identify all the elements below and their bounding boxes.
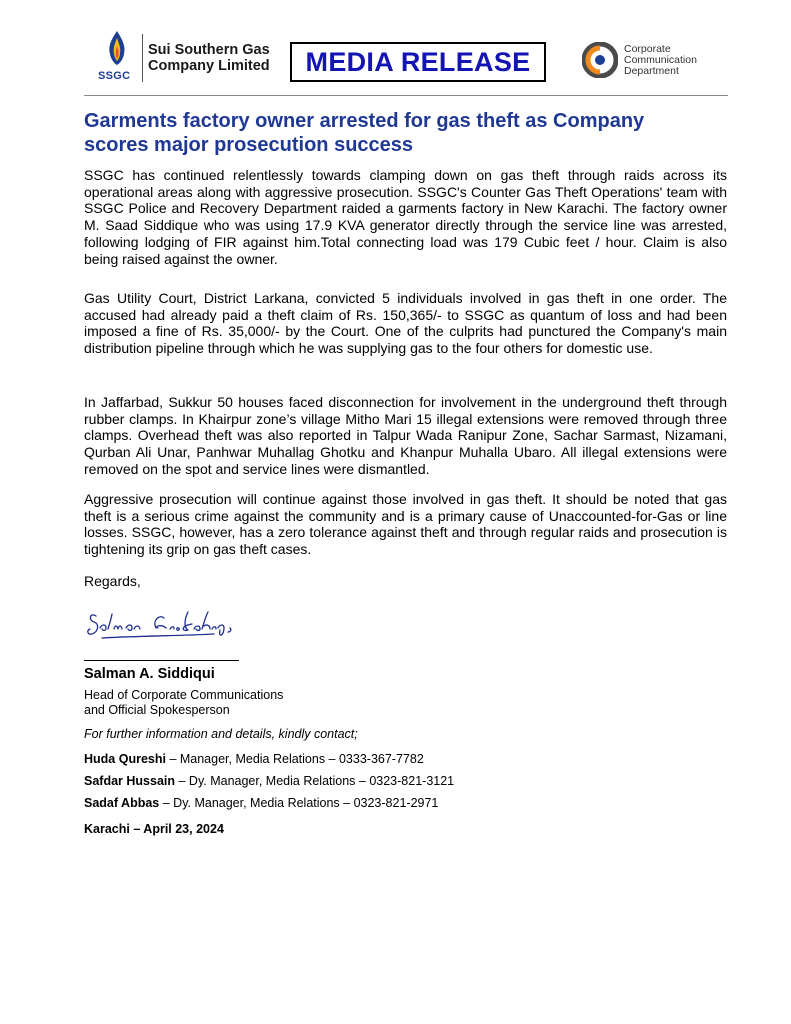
contact-name: Huda Qureshi — [84, 752, 166, 766]
ccd-logo — [582, 42, 728, 82]
media-release-label: MEDIA RELEASE — [305, 46, 531, 77]
contact-details: – Dy. Manager, Media Relations – 0323-821-3121 — [175, 774, 455, 788]
handwritten-signature — [84, 598, 244, 654]
logo-divider — [142, 34, 143, 82]
contact-intro: For further information and details, kindly contact; — [84, 727, 358, 741]
letterhead — [84, 28, 728, 94]
contact-line — [84, 796, 438, 810]
contact-name: Safdar Hussain — [84, 774, 176, 788]
department-line3: Department — [624, 65, 679, 77]
contact-line — [84, 752, 424, 766]
contact-details: – Manager, Media Relations – 0333-367-7782 — [165, 752, 424, 766]
department-name — [624, 44, 697, 77]
closing-salutation: Regards, — [84, 573, 141, 589]
signatory-name: Salman A. Siddiqui — [84, 666, 215, 682]
company-mark: SSGC — [98, 70, 131, 82]
department-line1: Corporate — [624, 43, 671, 55]
flame-icon — [102, 30, 132, 70]
body-paragraph: In Jaffarbad, Sukkur 50 houses faced disconnection for involvement in the underground theft through rubber clamps. In Khairpur zone’s village Mitho Mari 15 illegal extensions were removed through three clamps. Overhead theft was also reported in Talpur Wada Ranipur Zone, Sachar Sarmast, Nizamani, Qurban Ali Unar, Panhwar Muhallag Ghotku and Khanpur Muhalla Ubaro. All illegal extensions were removed on the spot and service lines were dismantled. — [84, 394, 727, 477]
contact-line — [84, 774, 454, 788]
company-name-line1: Sui Southern Gas — [148, 42, 270, 58]
body-paragraph: Gas Utility Court, District Larkana, convicted 5 individuals involved in gas theft in one order. The accused had already paid a theft claim of Rs. 150,365/- to SSGC as quantum of loss and had been imposed a fine of Rs. 35,000/- by the Court. One of the culprits had punctured the Company's main distribution pipeline through which he was supplying gas to the four others for domestic use. — [84, 290, 727, 357]
department-line2: Communication — [624, 54, 697, 66]
body-paragraph: Aggressive prosecution will continue against those involved in gas theft. It should be noted that gas theft is a serious crime against the community and is a primary cause of Unaccounted-for-Gas or line losses. SSGC, however, has a zero tolerance against theft and through regular raids and prosecution is tightening its grip on gas theft cases. — [84, 491, 727, 558]
body-paragraph: SSGC has continued relentlessly towards clamping down on gas theft through raids across its operational areas along with aggressive prosecution. SSGC's Counter Gas Theft Operations' team with SSGC Police and Recovery Department raided a garments factory in New Karachi. The factory owner M. Saad Siddique who was using 17.9 KVA generator directly through the service line was arrested, following lodging of FIR against him.Total connecting load was 179 Cubic feet / hour. Claim is also being raised against the owner. — [84, 167, 727, 267]
header-divider — [84, 95, 728, 96]
signature-line — [84, 660, 239, 661]
release-title: Garments factory owner arrested for gas theft as Company scores major prosecution success — [84, 110, 645, 156]
dateline: Karachi – April 23, 2024 — [84, 822, 224, 836]
ssgc-logo — [96, 30, 276, 86]
media-release-box — [290, 42, 546, 82]
contact-details: – Dy. Manager, Media Relations – 0323-821-2971 — [159, 796, 439, 810]
ccd-emblem-icon — [582, 42, 618, 78]
company-name-line2: Company Limited — [148, 58, 270, 74]
company-name — [148, 42, 270, 74]
signatory-title — [84, 688, 283, 718]
signatory-title-line1: Head of Corporate Communications — [84, 688, 284, 702]
contact-name: Sadaf Abbas — [84, 796, 160, 810]
signatory-title-line2: and Official Spokesperson — [84, 703, 230, 717]
